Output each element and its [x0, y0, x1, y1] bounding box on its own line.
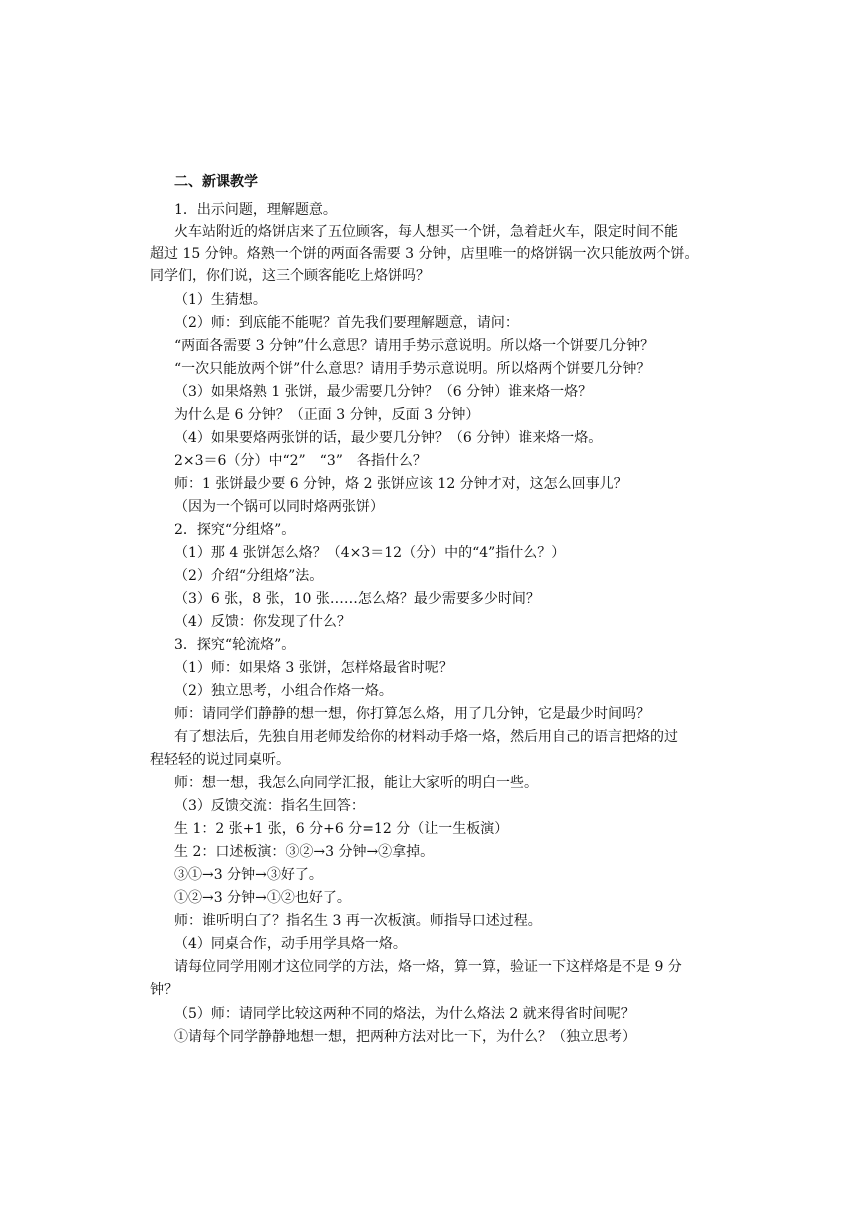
text-line: （4）反馈：你发现了什么？: [174, 614, 351, 630]
text-line: 有了想法后，先独自用老师发给你的材料动手烙一烙，然后用自己的语言把烙的过: [174, 729, 678, 745]
section-heading: 二、新课教学: [174, 174, 258, 190]
text-line: （2）独立思考，小组合作烙一烙。: [174, 683, 393, 699]
text-line: 超过 15 分钟。烙熟一个饼的两面各需要 3 分钟，店里唯一的烙饼锅一次只能放两个饼。: [150, 246, 699, 262]
text-line: 2×3＝6（分）中“2” “3” 各指什么？: [174, 453, 427, 469]
text-line: （4）如果要烙两张饼的话，最少要几分钟？（6 分钟）谁来烙一烙。: [174, 430, 603, 446]
text-line: 生 2：口述板演：③②→3 分钟→②拿掉。: [174, 844, 435, 860]
text-line: （2）师：到底能不能呢？首先我们要理解题意，请问：: [174, 315, 519, 331]
text-line: “一次只能放两个饼”什么意思？请用手势示意说明。所以烙两个饼要几分钟？: [174, 361, 651, 377]
text-line: 程轻轻的说过同桌听。: [150, 752, 290, 768]
text-line: （3）反馈交流：指名生回答：: [174, 798, 365, 814]
text-line: 同学们，你们说，这三个顾客能吃上烙饼吗？: [150, 268, 430, 284]
text-line: （4）同桌合作，动手用学具烙一烙。: [174, 936, 407, 952]
text-line: 钟？: [150, 982, 178, 998]
text-line: 火车站附近的烙饼店来了五位顾客，每人想买一个饼，急着赶火车，限定时间不能: [174, 224, 678, 240]
text-line: （3）如果烙熟 1 张饼，最少需要几分钟？（6 分钟）谁来烙一烙？: [174, 384, 593, 400]
text-line: （5）师：请同学比较这两种不同的烙法，为什么烙法 2 就来得省时间呢？: [174, 1006, 635, 1022]
text-line: （1）生猜想。: [174, 292, 267, 308]
text-line: （1）师：如果烙 3 张饼，怎样烙最省时呢？: [174, 660, 453, 676]
text-line: （1）那 4 张饼怎么烙？（4×3＝12（分）中的“4”指什么？）: [174, 545, 566, 561]
text-line: （因为一个锅可以同时烙两张饼）: [174, 499, 384, 515]
text-line: “两面各需要 3 分钟”什么意思？请用手势示意说明。所以烙一个饼要几分钟？: [174, 338, 655, 354]
text-line: （2）介绍“分组烙”法。: [174, 568, 324, 584]
text-line: 生 1：2 张+1 张，6 分+6 分=12 分（让一生板演）: [174, 821, 509, 837]
text-line: ①②→3 分钟→①②也好了。: [174, 890, 351, 906]
text-line: （3）6 张，8 张，10 张……怎么烙？最少需要多少时间？: [174, 591, 540, 607]
text-line: 师：想一想，我怎么向同学汇报，能让大家听的明白一些。: [174, 775, 538, 791]
text-line: 师：请同学们静静的想一想，你打算怎么烙，用了几分钟，它是最少时间吗？: [174, 706, 650, 722]
text-line: 3．探究“轮流烙”。: [174, 637, 296, 653]
text-line: 请每位同学用刚才这位同学的方法，烙一烙，算一算，验证一下这样烙是不是 9 分: [174, 959, 682, 975]
text-line: 为什么是 6 分钟？（正面 3 分钟，反面 3 分钟）: [174, 407, 480, 423]
text-line: ①请每个同学静静地想一想，把两种方法对比一下，为什么？（独立思考）: [174, 1029, 636, 1045]
text-line: 2．探究“分组烙”。: [174, 522, 296, 538]
text-line: ③①→3 分钟→③好了。: [174, 867, 323, 883]
text-line: 师：1 张饼最少要 6 分钟，烙 2 张饼应该 12 分钟才对，这怎么回事儿？: [174, 476, 628, 492]
text-line: 师：谁听明白了？指名生 3 再一次板演。师指导口述过程。: [174, 913, 542, 929]
text-line: 1．出示问题，理解题意。: [174, 202, 337, 218]
